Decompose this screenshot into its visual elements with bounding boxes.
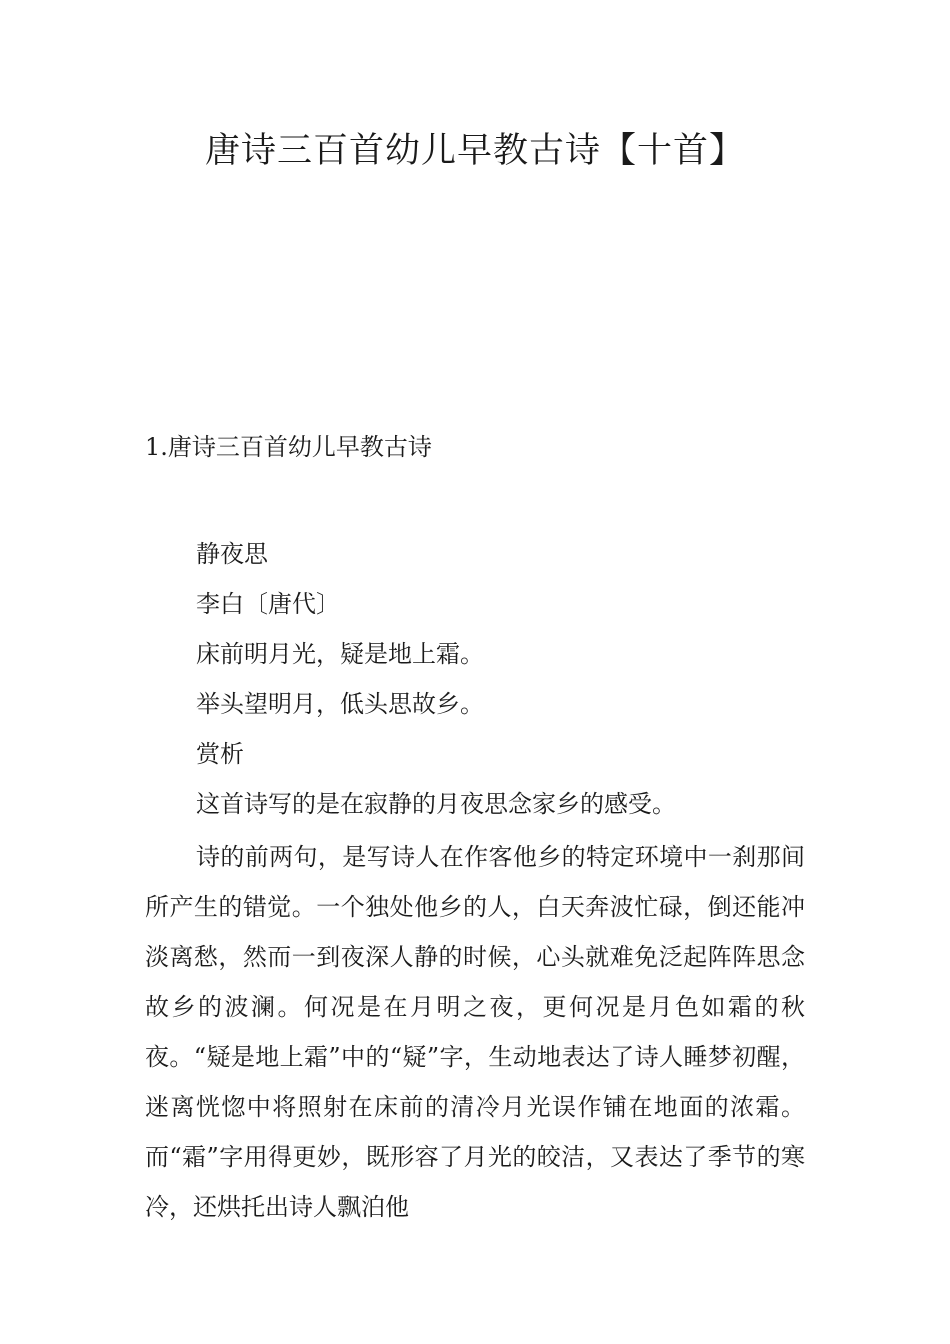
poem-title: 静夜思	[196, 540, 268, 568]
poem-author: 李白〔唐代〕	[196, 590, 340, 618]
analysis-paragraph: 诗的前两句，是写诗人在作客他乡的特定环境中一刹那间所产生的错觉。一个独处他乡的人，白天奔波忙碌，倒还能冲淡离愁，然而一到夜深人静的时候，心头就难免泛起阵阵思念故乡的波澜。何况是在月明之夜，更何况是月色如霜的秋夜。“疑是地上霜”中的“疑”字，生动地表达了诗人睡梦初醒，迷离恍惚中将照射在床前的清冷月光误作铺在地面的浓霜。而“霜”字用得更妙，既形容了月光的皎洁，又表达了季节的寒冷，还烘托出诗人飘泊他	[145, 843, 805, 1221]
document-title: 唐诗三百首幼儿早教古诗【十首】	[204, 131, 745, 171]
analysis-heading: 赏析	[196, 740, 244, 768]
poem-line-2: 举头望明月，低头思故乡。	[196, 690, 484, 718]
document-body	[145, 529, 805, 1232]
analysis-summary: 这首诗写的是在寂静的月夜思念家乡的感受。	[196, 790, 676, 818]
poem-line-1: 床前明月光，疑是地上霜。	[196, 640, 484, 668]
section-heading: 1.唐诗三百首幼儿早教古诗	[145, 433, 432, 461]
